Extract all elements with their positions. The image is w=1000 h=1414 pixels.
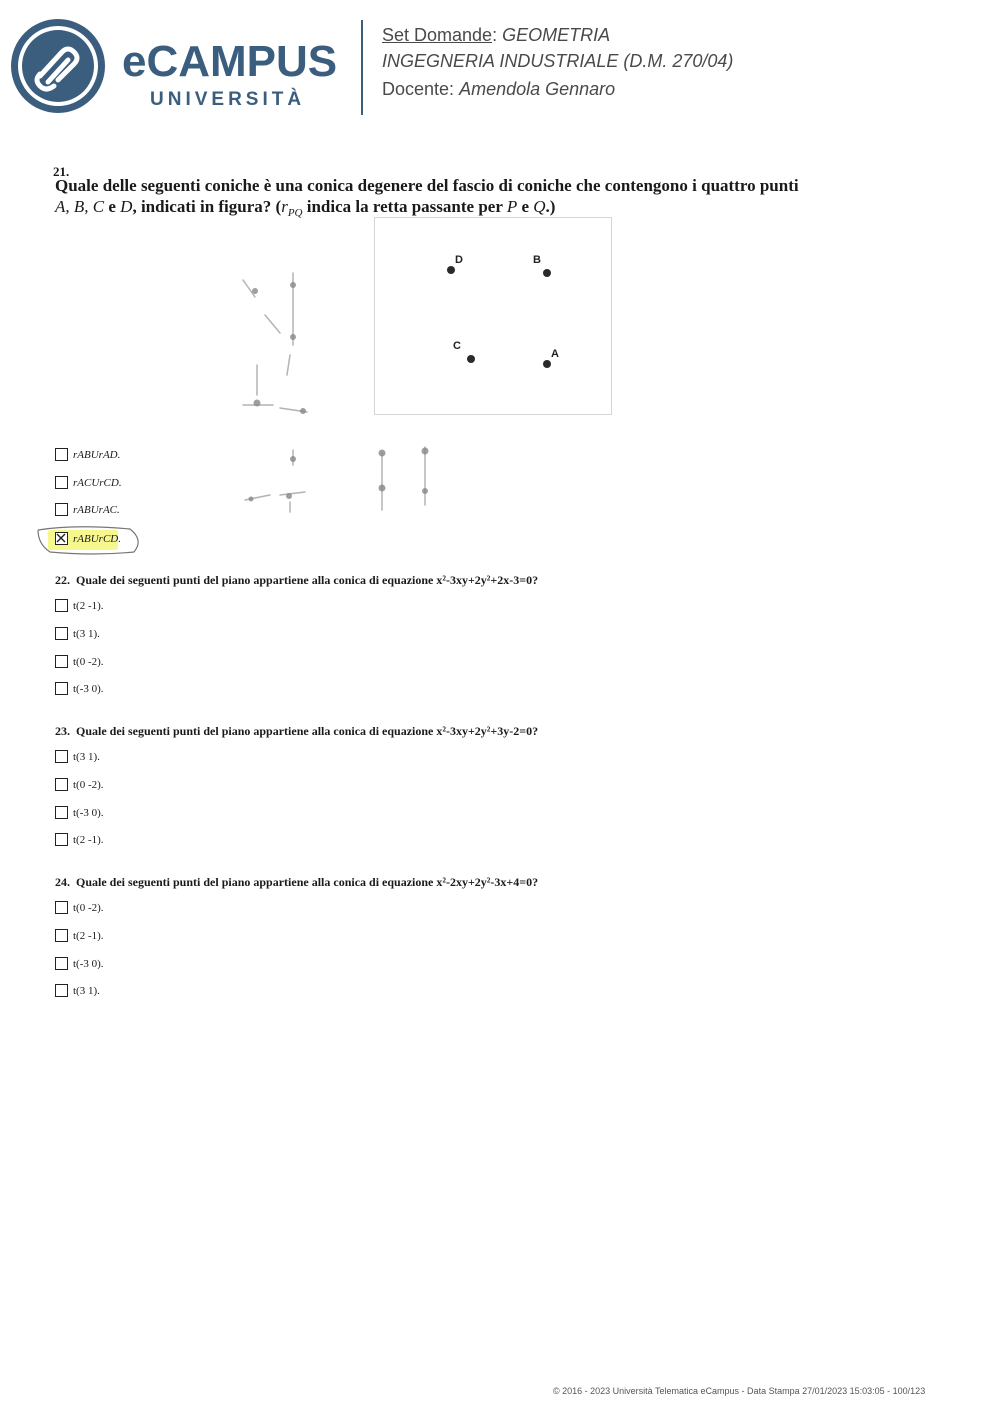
point-d (447, 266, 455, 274)
q22-option-2-label: t(3 1). (73, 628, 100, 640)
q23-option-3-label: t(-3 0). (73, 807, 104, 819)
q21-option-4-checkbox[interactable] (55, 532, 68, 545)
q21-option-2-checkbox[interactable] (55, 476, 68, 489)
q22-option-1-label: t(2 -1). (73, 600, 104, 612)
pencil-sketch-marks (235, 265, 445, 515)
brand-name: eCAMPUS (122, 37, 338, 86)
q24-option-4-checkbox[interactable] (55, 984, 68, 997)
q22-option-3-label: t(0 -2). (73, 656, 104, 668)
point-label-b: B (533, 254, 541, 266)
q21-option-1-label: rABUrAD. (73, 449, 121, 461)
q23-option-1-checkbox[interactable] (55, 750, 68, 763)
teacher-value: Amendola Gennaro (459, 79, 616, 99)
q21-option-4-label: rABUrCD. (73, 533, 121, 545)
q22-option-1-checkbox[interactable] (55, 599, 68, 612)
q21-option-2-label: rACUrCD. (73, 477, 122, 489)
q23-option-1-label: t(3 1). (73, 751, 100, 763)
ecampus-logo-icon (10, 18, 106, 114)
point-label-a: A (551, 348, 559, 360)
question-22-number: 22. (55, 573, 70, 587)
q23-option-3-checkbox[interactable] (55, 806, 68, 819)
q22-option-4-checkbox[interactable] (55, 682, 68, 695)
q24-option-1-checkbox[interactable] (55, 901, 68, 914)
question-21-number: 21. (53, 164, 70, 179)
page-footer: © 2016 - 2023 Università Telematica eCampus - Data Stampa 27/01/2023 15:03:05 - 100/123 (553, 1386, 926, 1396)
q23-option-4-checkbox[interactable] (55, 833, 68, 846)
q24-option-3-label: t(-3 0). (73, 958, 104, 970)
q24-option-3-checkbox[interactable] (55, 957, 68, 970)
point-c (467, 355, 475, 363)
q24-option-4-label: t(3 1). (73, 985, 100, 997)
course-line (382, 52, 733, 70)
q21-option-1-checkbox[interactable] (55, 448, 68, 461)
q23-option-2-checkbox[interactable] (55, 778, 68, 791)
question-23-text: Quale dei seguenti punti del piano appartiene alla conica di equazione x²-3xy+2y²+3y-2=0? (76, 724, 539, 738)
point-a (543, 360, 551, 368)
teacher-line (382, 80, 615, 98)
q24-option-2-checkbox[interactable] (55, 929, 68, 942)
brand-subtitle: UNIVERSITÀ (150, 89, 306, 110)
set-line: Set Domande: GEOMETRIA (382, 25, 611, 45)
teacher-label: Docente: (382, 79, 455, 99)
q21-option-3-checkbox[interactable] (55, 503, 68, 516)
q22-option-3-checkbox[interactable] (55, 655, 68, 668)
question-24-text: Quale dei seguenti punti del piano appartiene alla conica di equazione x²-2xy+2y²-3x+4=0? (76, 875, 539, 889)
question-21-line-1: Quale delle seguenti coniche è una conica degenere del fascio di coniche che contengono i quattro punti (55, 176, 799, 195)
q22-option-4-label: t(-3 0). (73, 683, 104, 695)
question-24-number: 24. (55, 875, 70, 889)
q22-option-2-checkbox[interactable] (55, 627, 68, 640)
point-label-c: C (453, 340, 461, 352)
q23-option-2-label: t(0 -2). (73, 779, 104, 791)
point-b (543, 269, 551, 277)
question-23 (55, 725, 538, 737)
q24-option-1-label: t(0 -2). (73, 902, 104, 914)
check-mark-icon (56, 533, 66, 543)
course-value: INGEGNERIA INDUSTRIALE (D.M. 270/04) (382, 51, 734, 71)
q23-option-4-label: t(2 -1). (73, 834, 104, 846)
point-label-d: D (455, 254, 463, 266)
header-divider (361, 20, 363, 115)
question-23-number: 23. (55, 724, 70, 738)
set-value: GEOMETRIA (502, 25, 611, 45)
question-21-line-2: A, B, C e D, indicati in figura? ($r_{PQ}$ indica la retta passante per P e Q.) (55, 197, 556, 220)
question-24 (55, 876, 538, 888)
q21-option-3-label: rABUrAC. (73, 504, 120, 516)
q24-option-2-label: t(2 -1). (73, 930, 104, 942)
question-22 (55, 574, 538, 586)
set-label: Set Domande (382, 25, 493, 45)
question-22-text: Quale dei seguenti punti del piano appartiene alla conica di equazione x²-3xy+2y²+2x-3=0? (76, 573, 539, 587)
